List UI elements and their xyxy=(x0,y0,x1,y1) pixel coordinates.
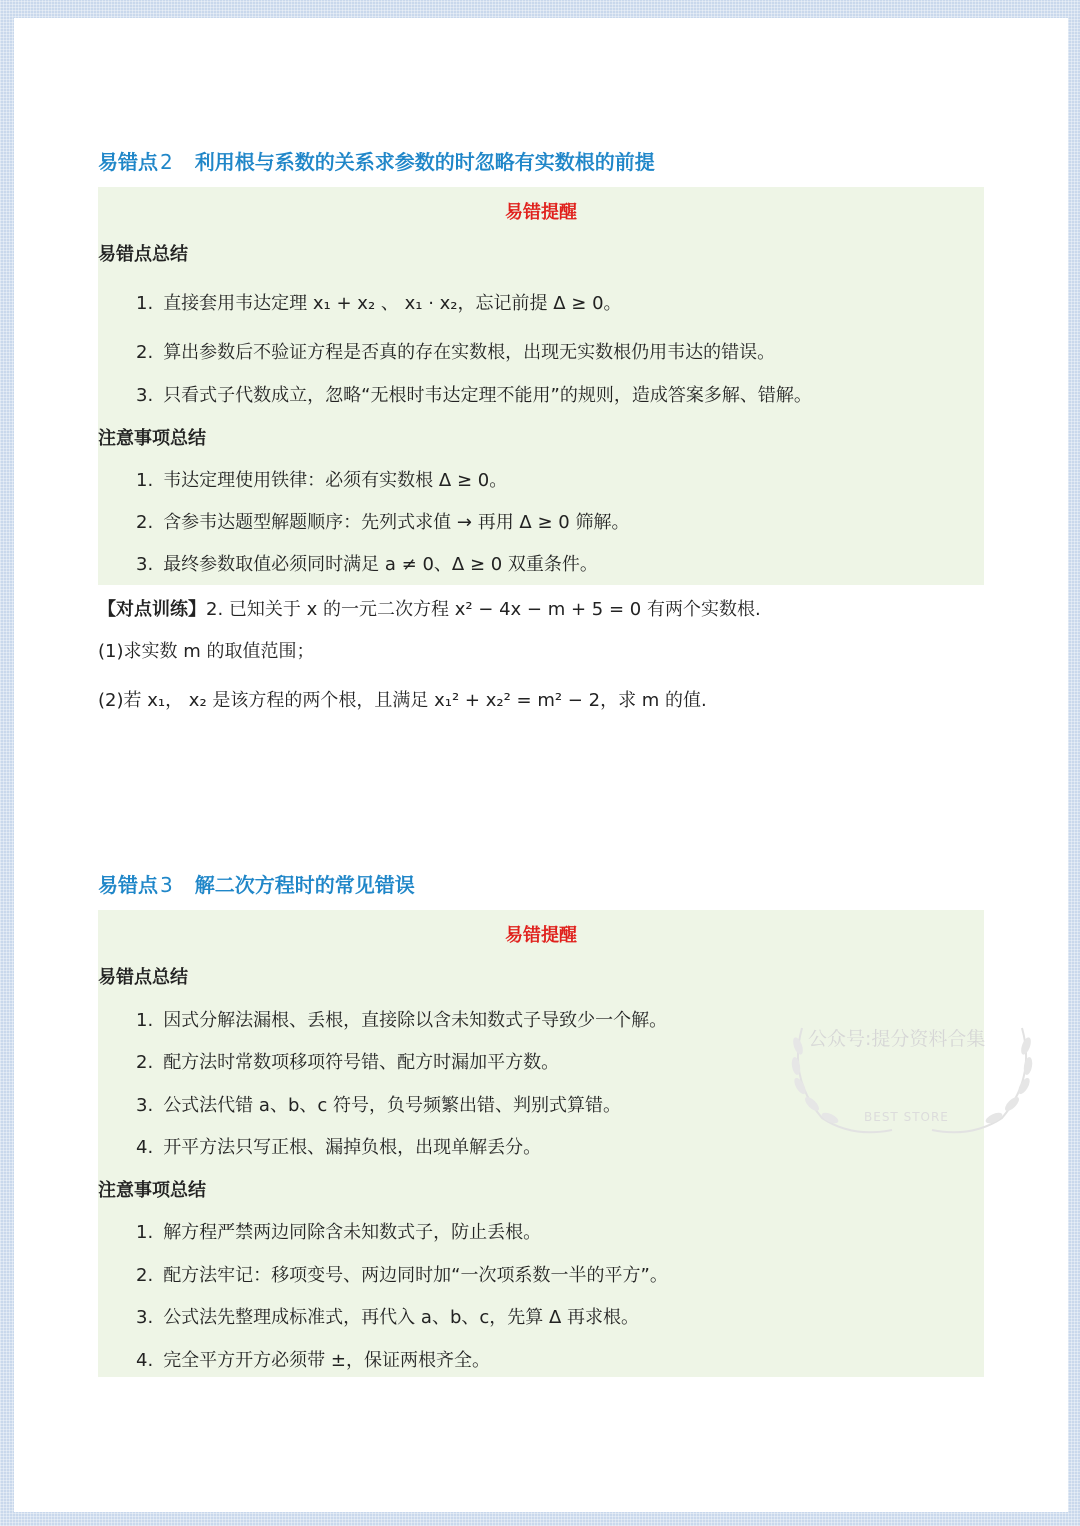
list-item: 2. 算出参数后不验证方程是否真的存在实数根，出现无实数根仍用韦达的错误。 xyxy=(136,342,776,363)
notes-heading: 注意事项总结 xyxy=(98,428,206,449)
list-item: 4. 完全平方开方必须带 ±，保证两根齐全。 xyxy=(136,1350,490,1371)
list-item: 1. 因式分解法漏根、丢根，直接除以含未知数式子导致少一个解。 xyxy=(136,1010,668,1031)
section-title: 解二次方程时的常见错误 xyxy=(194,873,415,897)
watermark-subtext: BEST STORE xyxy=(864,1110,949,1124)
list-item: 2. 含参韦达题型解题顺序：先列式求值 → 再用 Δ ≥ 0 筛解。 xyxy=(136,512,630,533)
list-item: 4. 开平方法只写正根、漏掉负根，出现单解丢分。 xyxy=(136,1137,542,1158)
list-item: 3. 只看式子代数成立，忽略“无根时韦达定理不能用”的规则，造成答案多解、错解。 xyxy=(136,385,812,406)
section-label: 易错点 xyxy=(98,150,158,174)
box-title: 易错提醒 xyxy=(505,925,577,946)
errors-heading: 易错点总结 xyxy=(98,244,188,265)
section-number: 3 xyxy=(160,873,173,897)
watermark xyxy=(782,1018,1042,1148)
section-2-reminder-box xyxy=(98,187,984,585)
section-number: 2 xyxy=(160,150,173,174)
exercise-stem xyxy=(98,595,761,621)
list-item: 2. 配方法牢记：移项变号、两边同时加“一次项系数一半的平方”。 xyxy=(136,1265,668,1286)
watermark-text: 公众号:提分资料合集 xyxy=(808,1028,986,1050)
list-item: 3. 公式法代错 a、b、c 符号，负号频繁出错、判别式算错。 xyxy=(136,1095,621,1116)
exercise-tag: 【对点训练】 xyxy=(98,599,206,620)
exercise-question-2: (2)若 x₁， x₂ 是该方程的两个根，且满足 x₁² + x₂² = m² − 2，求 m 的值. xyxy=(98,690,707,711)
section-label: 易错点 xyxy=(98,873,158,897)
document-page xyxy=(14,18,1068,1512)
section-3-heading xyxy=(98,869,415,898)
errors-heading: 易错点总结 xyxy=(98,967,188,988)
box-title: 易错提醒 xyxy=(505,202,577,223)
list-item: 1. 直接套用韦达定理 x₁ + x₂ 、 x₁ · x₂，忘记前提 Δ ≥ 0。 xyxy=(136,293,622,314)
section-2-heading xyxy=(98,146,655,175)
exercise-question-1: (1)求实数 m 的取值范围； xyxy=(98,641,315,662)
list-item: 3. 公式法先整理成标准式，再代入 a、b、c，先算 Δ 再求根。 xyxy=(136,1307,640,1328)
list-item: 1. 韦达定理使用铁律：必须有实数根 Δ ≥ 0。 xyxy=(136,470,508,491)
section-title: 利用根与系数的关系求参数的时忽略有实数根的前提 xyxy=(194,150,655,174)
list-item: 3. 最终参数取值必须同时满足 a ≠ 0、Δ ≥ 0 双重条件。 xyxy=(136,554,598,575)
exercise-text: 2. 已知关于 x 的一元二次方程 x² − 4x − m + 5 = 0 有两个实数根. xyxy=(206,599,761,620)
notes-heading: 注意事项总结 xyxy=(98,1180,206,1201)
list-item: 2. 配方法时常数项移项符号错、配方时漏加平方数。 xyxy=(136,1052,560,1073)
list-item: 1. 解方程严禁两边同除含未知数式子，防止丢根。 xyxy=(136,1222,542,1243)
